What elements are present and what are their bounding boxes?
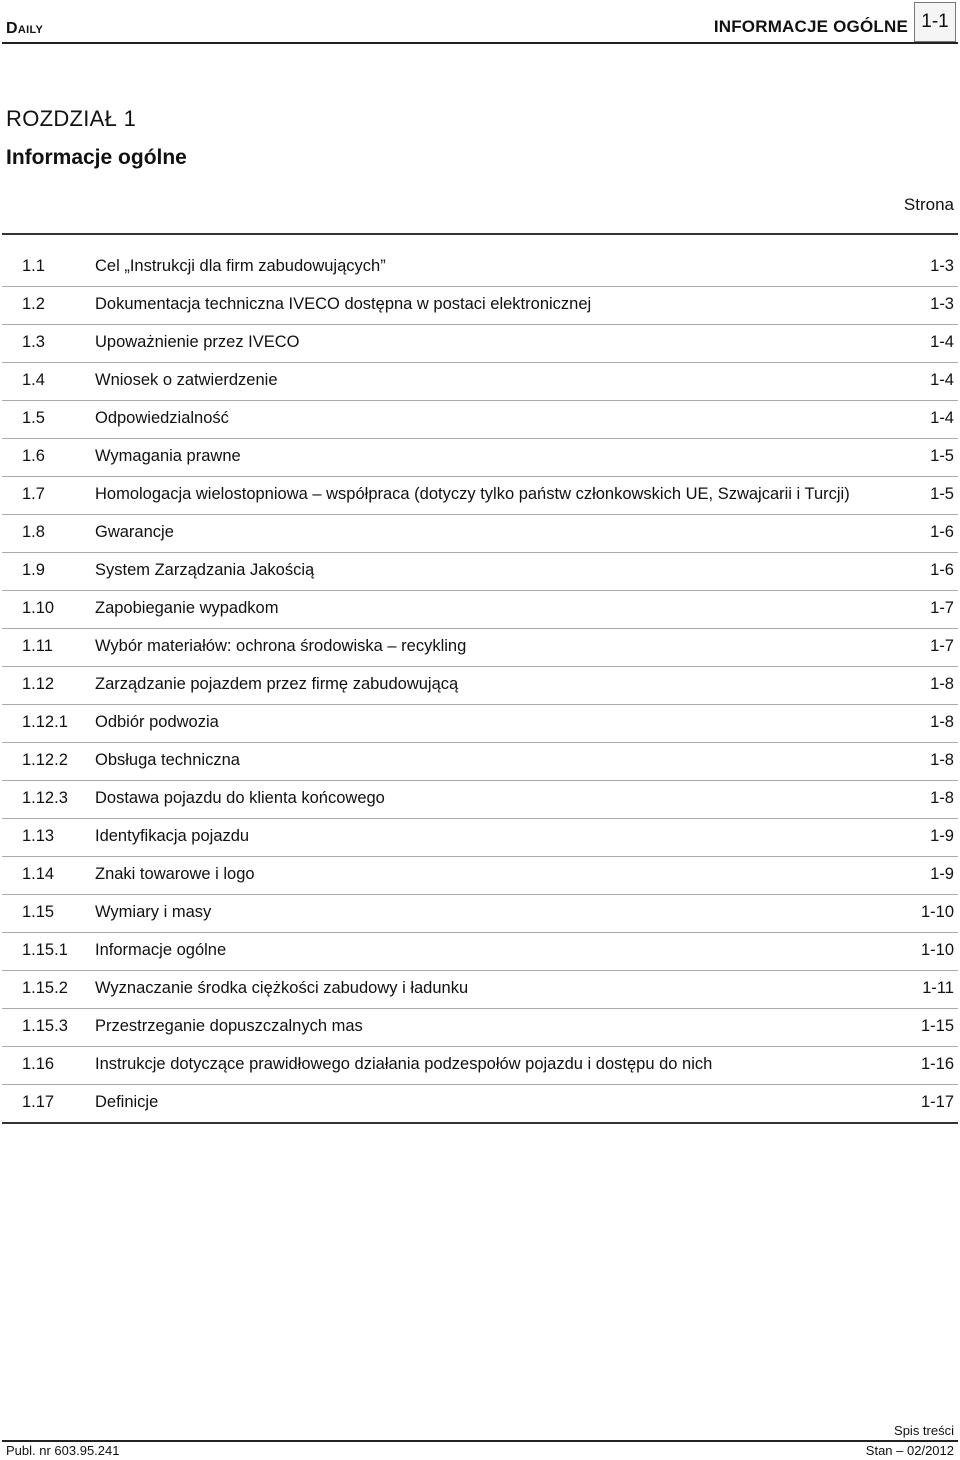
- toc-entry-title: Dokumentacja techniczna IVECO dostępna w postaci elektronicznej: [95, 295, 592, 313]
- toc-entry-number: 1.15.2: [22, 979, 68, 997]
- toc-entry-number: 1.11: [22, 637, 53, 655]
- toc-entry-title: Dostawa pojazdu do klienta końcowego: [95, 789, 385, 807]
- toc-entry[interactable]: [2, 287, 958, 325]
- toc-entry[interactable]: [2, 249, 958, 287]
- footer-section-label: Spis treści: [894, 1423, 954, 1438]
- toc-entry-page: 1-15: [920, 1017, 954, 1035]
- toc-entry-page: 1-4: [930, 409, 954, 427]
- toc-entry-number: 1.10: [22, 599, 55, 617]
- toc-entry[interactable]: [2, 401, 958, 439]
- toc-entry-title: Homologacja wielostopniowa – współpraca (dotyczy tylko państw członkowskich UE, Szwajcarii i Turcji): [95, 485, 850, 503]
- toc-entry-page: 1-4: [930, 371, 954, 389]
- toc-entry[interactable]: [2, 857, 958, 895]
- toc-entry[interactable]: [2, 1085, 958, 1124]
- toc-entry-number: 1.12.1: [22, 713, 68, 731]
- edition-date: Stan – 02/2012: [865, 1443, 954, 1458]
- chapter-label: ROZDZIAŁ 1: [6, 106, 137, 131]
- toc-entry-number: 1.14: [22, 865, 55, 883]
- toc-entry-title: Wymiary i masy: [95, 903, 212, 921]
- toc-entry-number: 1.8: [22, 523, 45, 541]
- toc-entry[interactable]: [2, 743, 958, 781]
- toc-entry-page: 1-3: [930, 257, 954, 275]
- section-title: INFORMACJE OGÓLNE: [713, 17, 908, 36]
- toc-entry-number: 1.13: [22, 827, 55, 845]
- toc-entry[interactable]: [2, 439, 958, 477]
- toc-entry-title: Identyfikacja pojazdu: [95, 827, 250, 845]
- toc-entry-page: 1-9: [930, 827, 954, 845]
- toc-entry[interactable]: [2, 971, 958, 1009]
- toc-entry[interactable]: [2, 705, 958, 743]
- chapter-title: Informacje ogólne: [6, 146, 187, 169]
- toc-entry-title: Odpowiedzialność: [95, 409, 229, 427]
- toc-entry-title: Wniosek o zatwierdzenie: [95, 371, 278, 389]
- toc-entry-number: 1.5: [22, 409, 45, 427]
- toc-entry-number: 1.17: [22, 1093, 55, 1111]
- page-number: 1-1: [914, 2, 956, 42]
- toc-entry-page: 1-16: [920, 1055, 954, 1073]
- toc-entry-number: 1.9: [22, 561, 45, 579]
- toc-entry-number: 1.2: [22, 295, 45, 313]
- toc-entry[interactable]: [2, 895, 958, 933]
- toc-entry-page: 1-7: [930, 599, 954, 617]
- toc-entry-page: 1-8: [930, 675, 954, 693]
- toc-entry[interactable]: [2, 1047, 958, 1085]
- toc-entry-page: 1-17: [920, 1093, 954, 1111]
- toc-entry-title: Zapobieganie wypadkom: [95, 599, 279, 617]
- toc-entry-number: 1.12: [22, 675, 55, 693]
- toc-entry-page: 1-6: [930, 561, 954, 579]
- toc-entry-page: 1-5: [930, 485, 954, 503]
- toc-entry[interactable]: [2, 515, 958, 553]
- toc-entry-page: 1-8: [930, 751, 954, 769]
- toc-entry[interactable]: [2, 667, 958, 705]
- toc-entry-title: Przestrzeganie dopuszczalnych mas: [95, 1017, 363, 1035]
- toc-entry-title: Znaki towarowe i logo: [95, 865, 255, 883]
- toc-top-divider: [2, 233, 958, 235]
- toc-entry-title: Zarządzanie pojazdem przez firmę zabudowującą: [95, 675, 459, 693]
- toc-entry-title: Definicje: [95, 1093, 159, 1111]
- header-divider: [2, 42, 958, 44]
- toc-entry[interactable]: [2, 933, 958, 971]
- page-header: [0, 0, 960, 44]
- toc-entry-page: 1-5: [930, 447, 954, 465]
- toc-entry-number: 1.6: [22, 447, 45, 465]
- toc-entry-page: 1-4: [930, 333, 954, 351]
- toc-entry-title: System Zarządzania Jakością: [95, 561, 315, 579]
- toc-entry[interactable]: [2, 325, 958, 363]
- toc-entry-number: 1.15.3: [22, 1017, 68, 1035]
- toc-entry-title: Instrukcje dotyczące prawidłowego działania podzespołów pojazdu i dostępu do nich: [95, 1055, 713, 1073]
- publication-number: Publ. nr 603.95.241: [6, 1443, 120, 1458]
- toc-entry-number: 1.15.1: [22, 941, 68, 959]
- toc-entry-title: Informacje ogólne: [95, 941, 227, 959]
- toc-entry-number: 1.12.2: [22, 751, 68, 769]
- toc-entry-title: Cel „Instrukcji dla firm zabudowujących”: [95, 257, 386, 275]
- toc-entry-page: 1-11: [922, 979, 954, 997]
- toc-entry-title: Odbiór podwozia: [95, 713, 219, 731]
- toc-entry-number: 1.16: [22, 1055, 55, 1073]
- toc-entry-page: 1-10: [920, 903, 954, 921]
- toc-entry-number: 1.1: [22, 257, 45, 275]
- toc-entry[interactable]: [2, 477, 958, 515]
- footer-divider: [2, 1440, 958, 1442]
- toc-entry-title: Wyznaczanie środka ciężkości zabudowy i ładunku: [95, 979, 469, 997]
- toc-entry-title: Upoważnienie przez IVECO: [95, 333, 300, 351]
- toc-entry[interactable]: [2, 819, 958, 857]
- toc-entry-number: 1.7: [22, 485, 45, 503]
- toc-entry-title: Wymagania prawne: [95, 447, 241, 465]
- toc-entry-page: 1-6: [930, 523, 954, 541]
- page-column-label: Strona: [903, 195, 954, 214]
- toc-entry-title: Gwarancje: [95, 523, 174, 541]
- toc-entry-title: Wybór materiałów: ochrona środowiska – recykling: [95, 637, 467, 655]
- toc-entry[interactable]: [2, 1009, 958, 1047]
- brand-label: Daily: [6, 20, 44, 37]
- toc-entry-number: 1.12.3: [22, 789, 68, 807]
- toc-entry-title: Obsługa techniczna: [95, 751, 240, 769]
- toc-entry-page: 1-3: [930, 295, 954, 313]
- toc-entry[interactable]: [2, 363, 958, 401]
- toc-entry[interactable]: [2, 553, 958, 591]
- toc-entry-number: 1.4: [22, 371, 45, 389]
- toc-entry-page: 1-10: [920, 941, 954, 959]
- toc-entry-page: 1-8: [930, 789, 954, 807]
- toc-entry-page: 1-7: [930, 637, 954, 655]
- table-of-contents: [2, 249, 958, 1124]
- toc-entry-number: 1.15: [22, 903, 55, 921]
- toc-entry-number: 1.3: [22, 333, 45, 351]
- toc-entry-page: 1-9: [930, 865, 954, 883]
- toc-entry[interactable]: [2, 629, 958, 667]
- toc-entry[interactable]: [2, 591, 958, 629]
- toc-entry[interactable]: [2, 781, 958, 819]
- toc-entry-page: 1-8: [930, 713, 954, 731]
